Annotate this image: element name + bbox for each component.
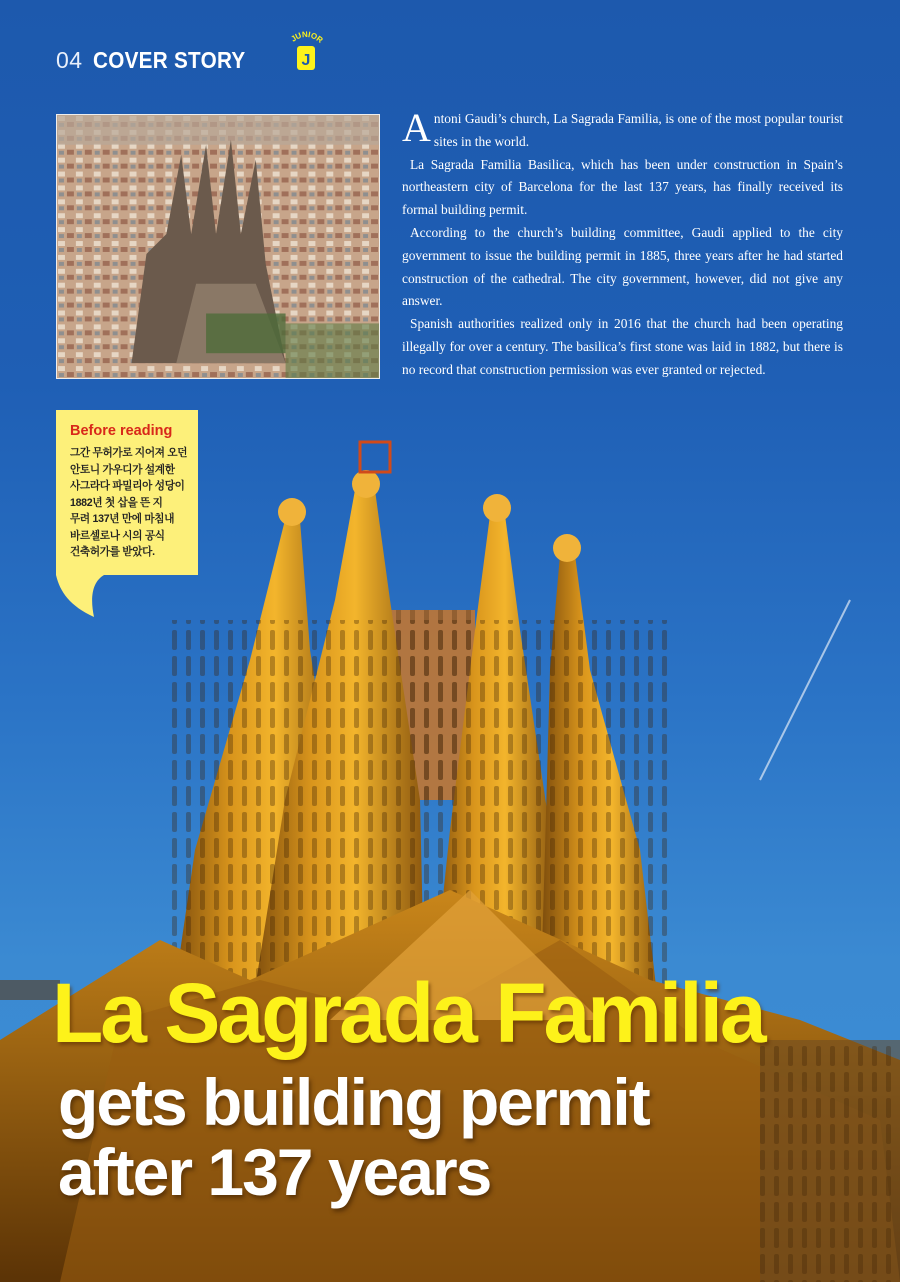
note-line: 바르셀로나 시의 공식 [70, 529, 165, 542]
article-paragraph-4: Spanish authorities realized only in 2016 that the church had been operating illegally for over a century. The basilica’s first stone was laid in 1882, but there is no record that construction permission was ever granted or rejected. [402, 316, 843, 377]
headline-title: La Sagrada Familia [52, 966, 764, 1060]
note-line: 안토니 가우디가 설계한 [70, 463, 175, 476]
note-body [70, 445, 194, 561]
page-header [56, 29, 325, 78]
badge-letter: J [301, 52, 311, 69]
headline-subtitle-line-2: after 137 years [58, 1135, 491, 1209]
note-line: 사그라다 파밀리아 성당이 [70, 480, 185, 492]
cover-headline [52, 966, 882, 1209]
article-paragraph-3: According to the church’s building committee, Gaudi applied to the city government to issue the building permit in 1885, three years after he had started construction of the cathedral. The city government, however, did not give any answer. [402, 224, 843, 309]
note-title: Before reading [70, 423, 173, 439]
aerial-city-photo [56, 114, 380, 379]
before-reading-note [56, 410, 198, 618]
article-paragraph-1: Antoni Gaudi’s church, La Sagrada Familia, is one of the most popular tourist sites in the world. [402, 105, 843, 150]
page-number: 04 [56, 46, 83, 73]
note-line: 건축허가를 받았다. [70, 546, 155, 558]
note-line: 1882년 첫 삽을 뜬 지 [70, 496, 163, 509]
junior-badge-icon [285, 26, 327, 74]
headline-subtitle-line-1: gets building permit [58, 1065, 649, 1139]
note-line: 그간 무허가로 지어져 오던 [70, 447, 188, 459]
note-line: 무려 137년 만에 마침내 [70, 513, 175, 525]
badge-text: JUNIOR [289, 29, 325, 45]
svg-text:JUNIOR [289, 30, 324, 45]
section-title: COVER STORY [92, 46, 246, 73]
article-paragraph-2: La Sagrada Familia Basilica, which has been under construction in Spain’s northeastern city of Barcelona for the last 137 years, has finally received its formal building permit. [402, 156, 843, 218]
article-body [402, 105, 843, 382]
drop-cap: A [402, 105, 431, 150]
